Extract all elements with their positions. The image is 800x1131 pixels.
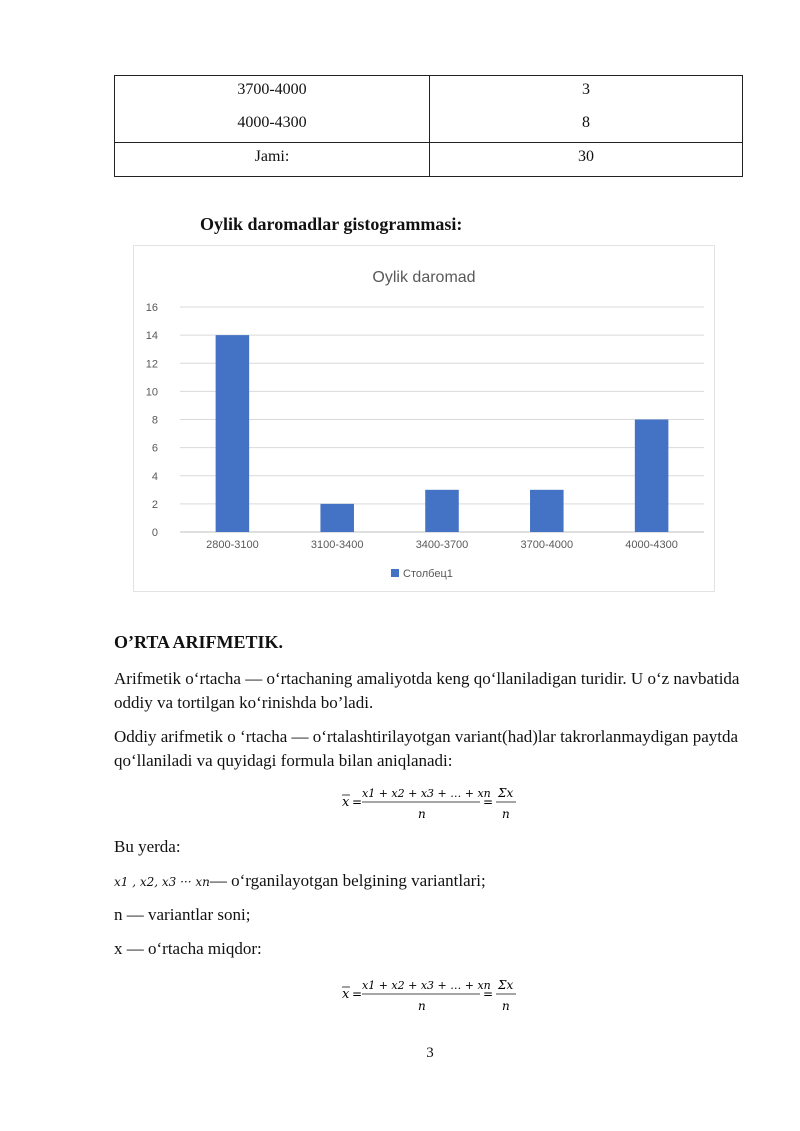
paragraph-variants bbox=[114, 869, 754, 894]
bar-4000-4300 bbox=[635, 420, 669, 533]
y-tick-label: 10 bbox=[145, 386, 158, 399]
income-histogram bbox=[134, 246, 714, 591]
legend-swatch bbox=[391, 569, 399, 577]
table-row-total bbox=[115, 143, 743, 177]
y-tick-label: 0 bbox=[151, 527, 158, 539]
mean-formula bbox=[340, 784, 520, 820]
legend-label: Столбец1 bbox=[403, 568, 453, 580]
table-cell-count bbox=[430, 76, 743, 143]
y-tick-label: 8 bbox=[151, 414, 158, 427]
frequency-table bbox=[114, 75, 743, 177]
x-tick-label: 2800-3100 bbox=[206, 539, 259, 551]
range-3700-4000: 3700-4000 bbox=[237, 81, 307, 98]
range-4000-4300: 4000-4300 bbox=[237, 114, 307, 131]
bar-2800-3100 bbox=[216, 335, 250, 532]
formula-lhs: x bbox=[342, 987, 350, 1002]
heading-orta-arifmetik: O’RTA ARIFMETIK. bbox=[114, 632, 284, 652]
table-row bbox=[115, 76, 743, 143]
total-value: 30 bbox=[430, 143, 743, 177]
svg-text:=: = bbox=[352, 987, 363, 1001]
paragraph-n: n — variantlar soni; bbox=[114, 905, 251, 924]
variants-text: — o‘rganilayotgan belgining variantlari; bbox=[209, 871, 486, 890]
chart-legend bbox=[391, 568, 453, 580]
x-tick-label: 3100-3400 bbox=[310, 539, 364, 551]
chart-bars bbox=[216, 335, 669, 532]
x-tick-label: 4000-4300 bbox=[625, 539, 678, 551]
x-tick-label: 3400-3700 bbox=[415, 539, 469, 551]
mean-formula-repeat bbox=[340, 976, 520, 1012]
y-tick-label: 6 bbox=[151, 442, 158, 455]
page-number: 3 bbox=[426, 1045, 434, 1061]
bar-3100-3400 bbox=[320, 504, 354, 532]
count-4000-4300: 8 bbox=[582, 114, 590, 131]
paragraph-definition: Arifmetik o‘rtacha — o‘rtachaning amaliyotda keng qo‘llaniladigan turidir. U o‘z navbatida oddiy va tortilgan ko‘rinishda bo’ladi. bbox=[114, 669, 740, 712]
chart-container bbox=[133, 245, 715, 592]
total-label: Jami: bbox=[115, 143, 430, 177]
formula-numerator: x1 + x2 + x3 + … + xn bbox=[362, 979, 491, 992]
formula-lhs: x bbox=[342, 795, 350, 810]
variant-symbols: x1 , x2, x3 ··· xn bbox=[114, 875, 210, 889]
formula-sum-numerator: Σx bbox=[498, 786, 514, 800]
bar-3700-4000 bbox=[530, 490, 564, 532]
table-cell-range bbox=[115, 76, 430, 143]
svg-text:=: = bbox=[483, 987, 494, 1001]
y-tick-label: 14 bbox=[145, 330, 158, 343]
y-tick-label: 2 bbox=[151, 498, 158, 511]
chart-title: Oylik daromad bbox=[372, 269, 476, 286]
paragraph-bu-yerda: Bu yerda: bbox=[114, 837, 181, 856]
y-tick-label: 4 bbox=[151, 470, 158, 483]
formula-denominator: n bbox=[418, 807, 426, 820]
formula-sum-numerator: Σx bbox=[498, 978, 514, 992]
y-tick-label: 16 bbox=[145, 302, 158, 314]
formula-numerator: x1 + x2 + x3 + … + xn bbox=[362, 787, 491, 800]
svg-text:=: = bbox=[483, 795, 494, 809]
formula-sum-denominator: n bbox=[502, 807, 510, 820]
formula-denominator: n bbox=[418, 999, 426, 1012]
formula-sum-denominator: n bbox=[502, 999, 510, 1012]
x-tick-label: 3700-4000 bbox=[520, 539, 574, 551]
svg-text:=: = bbox=[352, 795, 363, 809]
paragraph-simple-mean: Oddiy arifmetik o ‘rtacha — o‘rtalashtirilayotgan variant(had)lar takrorlanmaydigan paytda qo‘llaniladi va quyidagi formula bilan aniqlanadi: bbox=[114, 727, 739, 770]
section-title: Oylik daromadlar gistogrammasi: bbox=[200, 214, 463, 234]
bar-3400-3700 bbox=[425, 490, 459, 532]
chart-x-labels bbox=[206, 539, 678, 551]
y-tick-label: 12 bbox=[145, 358, 158, 371]
paragraph-x: x — o‘rtacha miqdor: bbox=[114, 939, 262, 958]
count-3700-4000: 3 bbox=[582, 81, 590, 98]
